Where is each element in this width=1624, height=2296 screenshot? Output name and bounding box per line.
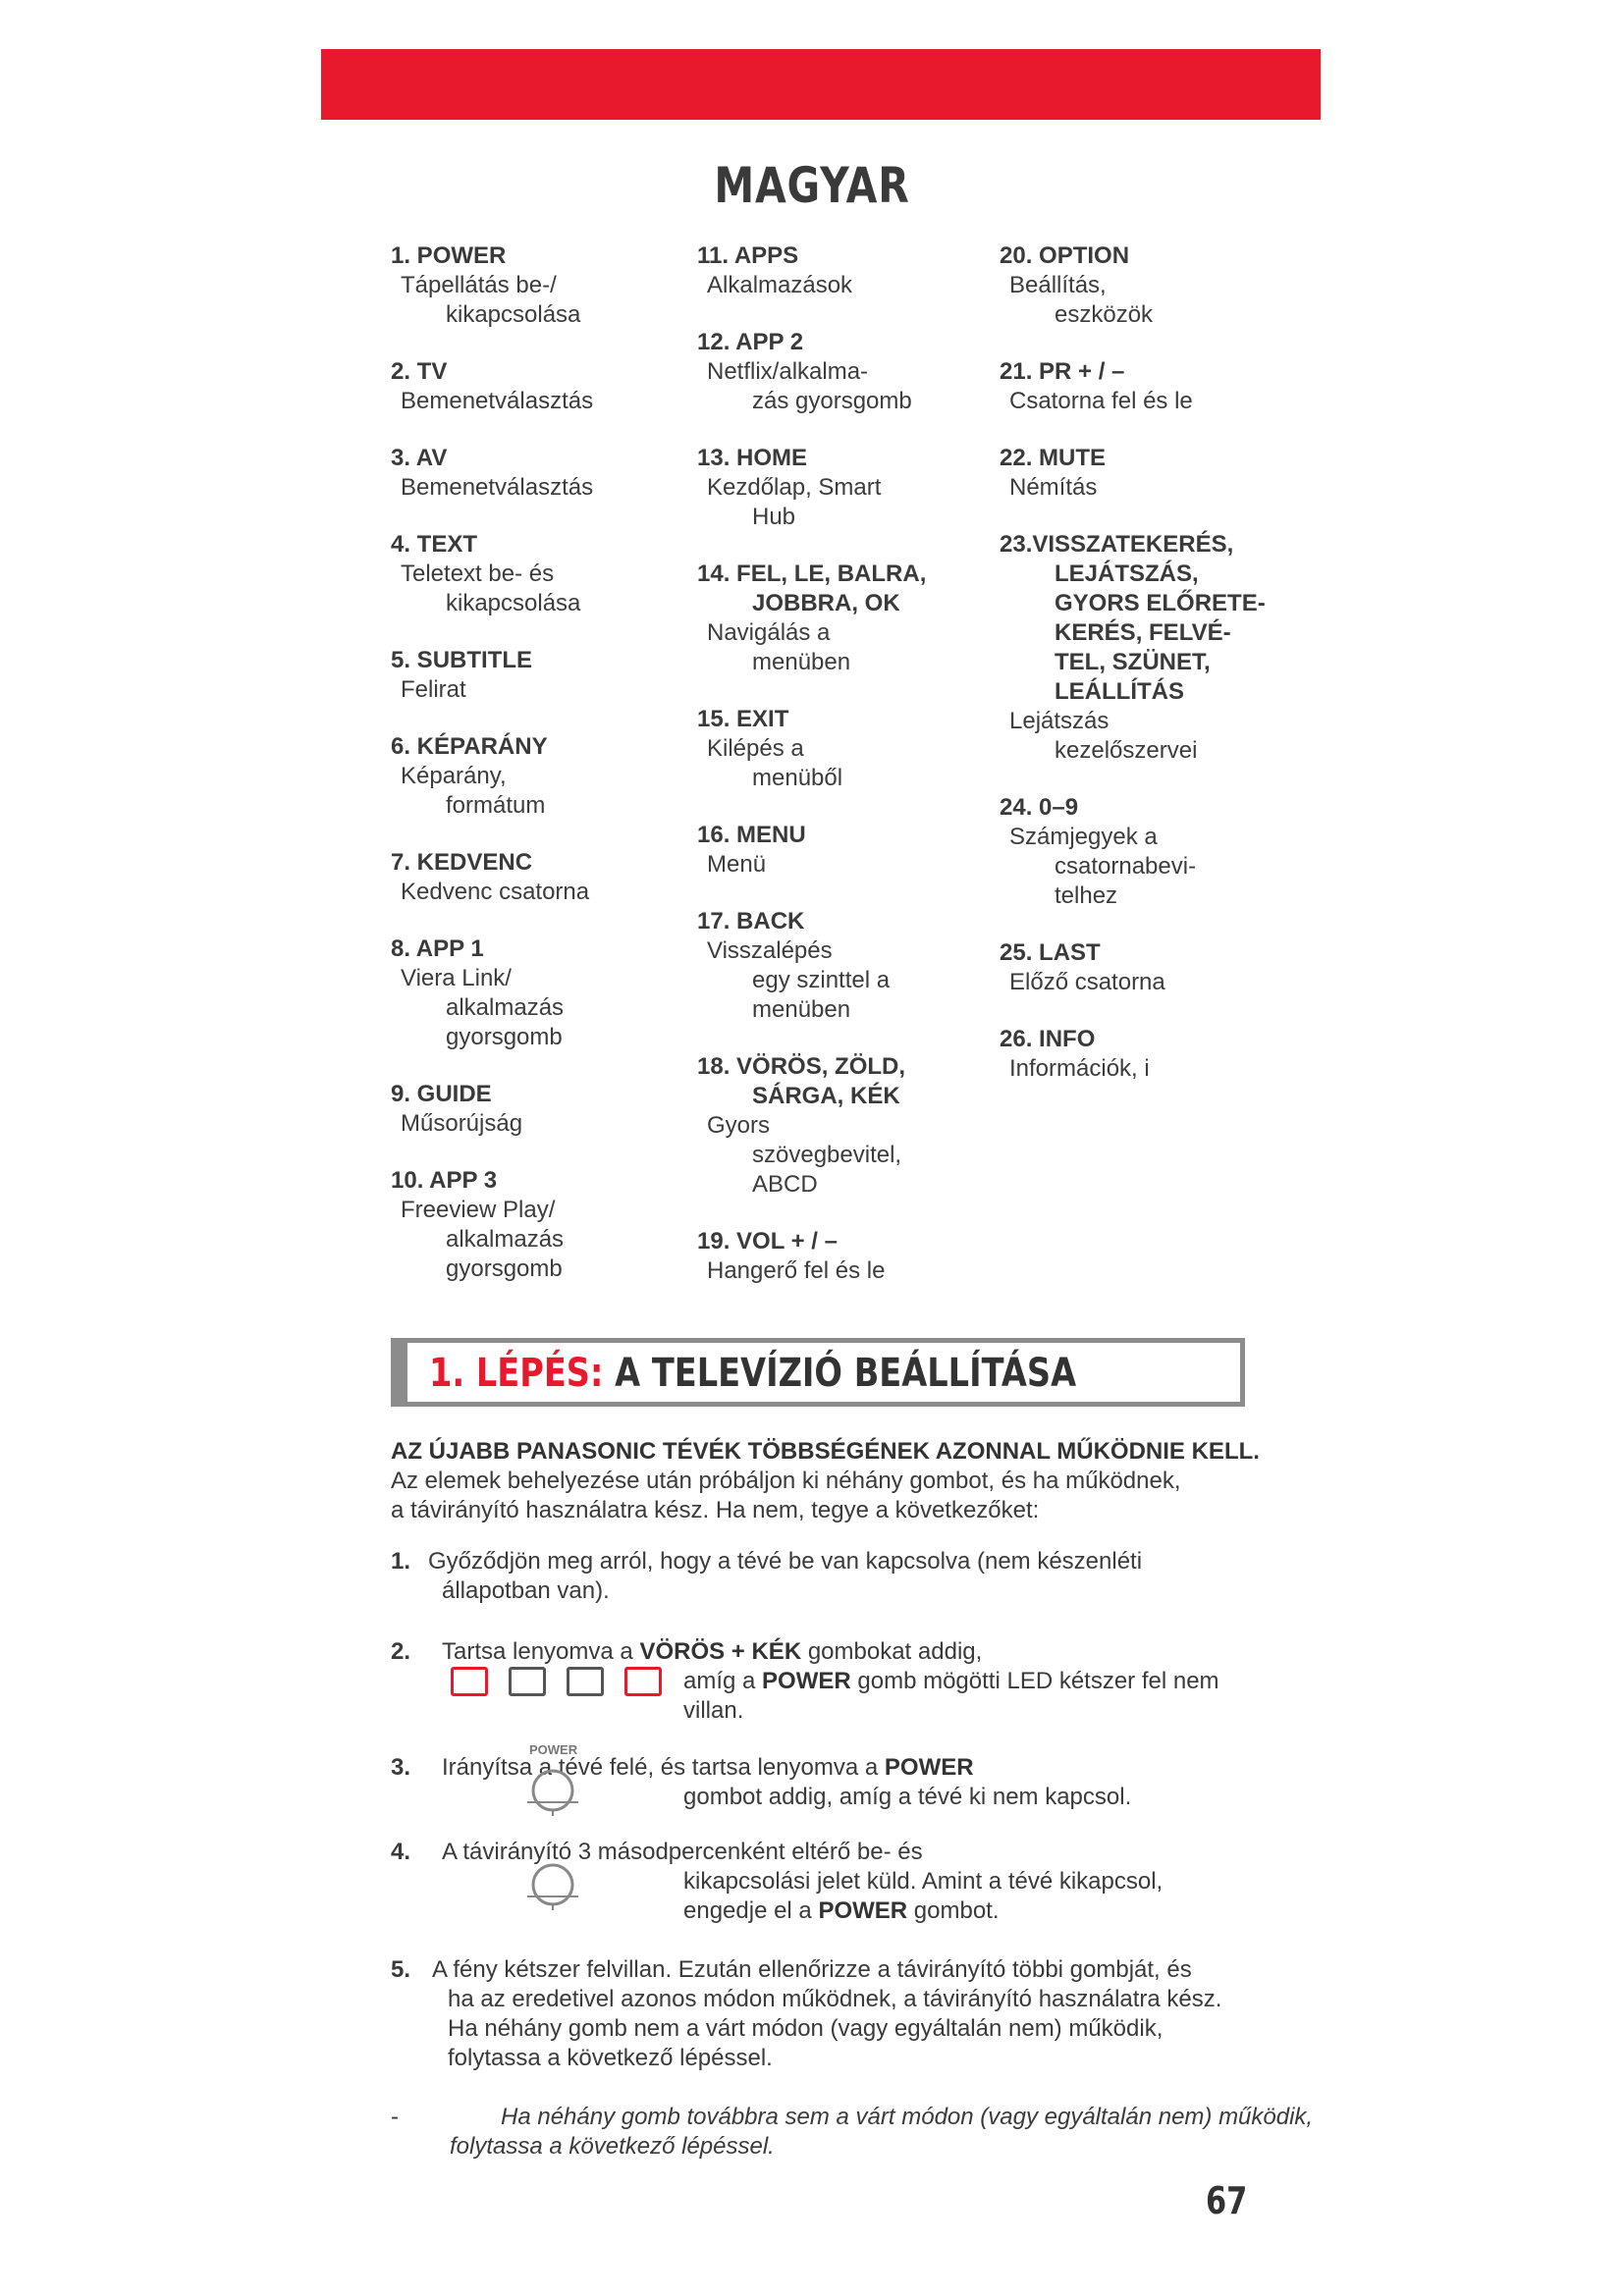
button-entry-heading: 1. POWER bbox=[391, 242, 507, 269]
button-entry bbox=[1000, 938, 1294, 997]
button-entry-heading: 13. HOME bbox=[697, 445, 808, 471]
step-2-text-d: gomb mögötti LED kétszer fel nem bbox=[857, 1668, 1219, 1694]
page-number: 67 bbox=[1206, 2179, 1248, 2222]
button-entry-desc: Információk, i bbox=[1009, 1055, 1150, 1082]
button-entry-heading: 2. TV bbox=[391, 358, 448, 385]
step-1-line-1: Győződjön meg arról, hogy a tévé be van kapcsolva (nem készenléti bbox=[428, 1548, 1143, 1575]
button-entry-heading: 5. SUBTITLE bbox=[391, 647, 533, 673]
button-entry bbox=[1000, 1025, 1294, 1084]
button-entry-heading: 3. AV bbox=[391, 445, 448, 471]
heading-accent bbox=[396, 1343, 407, 1402]
button-entry-desc: menüből bbox=[752, 765, 843, 791]
button-entry-desc: Csatorna fel és le bbox=[1009, 388, 1193, 414]
step-title-text: A TELEVÍZIÓ BEÁLLÍTÁSA bbox=[615, 1351, 1077, 1396]
button-entry-heading: 8. APP 1 bbox=[391, 935, 484, 962]
step-number: 4. bbox=[391, 1839, 411, 1865]
step-5-line-4: folytassa a következő lépéssel. bbox=[448, 2045, 773, 2071]
button-entry-heading: 10. APP 3 bbox=[391, 1167, 498, 1194]
language-title: MAGYAR bbox=[714, 157, 910, 214]
step-number: 1. bbox=[391, 1548, 411, 1575]
button-entry-desc: Számjegyek a bbox=[1009, 824, 1158, 850]
button-entry-desc: Gyors bbox=[707, 1112, 771, 1139]
step-2-text-c: amíg a bbox=[683, 1668, 756, 1694]
power-button-icon bbox=[523, 1853, 582, 1912]
red-button-icon bbox=[451, 1667, 488, 1696]
step-3-line-2: gombot addig, amíg a tévé ki nem kapcsol. bbox=[683, 1784, 1132, 1810]
button-entry bbox=[1000, 241, 1294, 330]
step-1-line-2: állapotban van). bbox=[442, 1577, 610, 1604]
button-entry bbox=[697, 241, 982, 300]
yellow-button-icon bbox=[567, 1667, 604, 1696]
button-entry-desc: Tápellátás be-/ bbox=[401, 272, 557, 298]
button-entry-desc: kikapcsolása bbox=[446, 590, 581, 616]
step-number: 5. bbox=[391, 1956, 411, 1983]
button-entry-desc: menüben bbox=[752, 649, 851, 675]
button-entry-desc: eszközök bbox=[1055, 301, 1154, 328]
button-entry-desc: telhez bbox=[1055, 882, 1118, 909]
button-entry-heading: 11. APPS bbox=[697, 242, 799, 269]
button-entry bbox=[697, 1052, 982, 1200]
button-entry bbox=[697, 1227, 982, 1286]
button-entry-desc: Műsorújság bbox=[401, 1110, 523, 1137]
button-entry-desc: alkalmazás bbox=[446, 1226, 565, 1253]
power-button-icon bbox=[523, 1759, 582, 1818]
step-4-text-c: engedje el a bbox=[683, 1897, 812, 1924]
button-entry-desc: Bemenetválasztás bbox=[401, 388, 594, 414]
step-4-line-1: A távirányító 3 másodpercenként eltérő be- és bbox=[442, 1839, 923, 1865]
lead-bold: AZ ÚJABB PANASONIC TÉVÉK TÖBBSÉGÉNEK AZONNAL MŰKÖDNIE KELL. bbox=[391, 1438, 1260, 1465]
button-entry bbox=[391, 934, 676, 1052]
button-entry-desc: Hangerő fel és le bbox=[707, 1257, 886, 1284]
button-entry-desc: Visszalépés bbox=[707, 937, 833, 964]
button-entry-heading: 25. LAST bbox=[1000, 939, 1101, 966]
button-entry-desc: gyorsgomb bbox=[446, 1255, 563, 1282]
button-list-column-1 bbox=[391, 241, 676, 1311]
button-entry-desc: Lejátszás bbox=[1009, 708, 1110, 734]
button-entry-heading-cont: KERÉS, FELVÉ- bbox=[1055, 619, 1231, 646]
step-5-line-2: ha az eredetivel azonos módon működnek, a távirányító használatra kész. bbox=[448, 1986, 1222, 2012]
button-entry-desc: Képarány, bbox=[401, 763, 507, 789]
note-dash: - bbox=[391, 2104, 399, 2130]
button-entry-heading: 16. MENU bbox=[697, 822, 806, 848]
button-entry bbox=[697, 560, 982, 677]
button-entry-heading-cont: TEL, SZÜNET, bbox=[1055, 649, 1211, 675]
button-entry-heading: 4. TEXT bbox=[391, 531, 478, 558]
button-entry bbox=[391, 848, 676, 907]
step-4-text-d: gombot. bbox=[913, 1897, 1000, 1924]
button-entry-desc: Hub bbox=[752, 504, 796, 530]
button-entry bbox=[1000, 357, 1294, 416]
button-entry bbox=[391, 241, 676, 330]
button-entry bbox=[1000, 793, 1294, 911]
button-entry-desc: Beállítás, bbox=[1009, 272, 1107, 298]
button-entry-heading: 26. INFO bbox=[1000, 1026, 1096, 1052]
button-entry-heading-cont: LEÁLLÍTÁS bbox=[1055, 678, 1184, 705]
button-entry-heading: 12. APP 2 bbox=[697, 329, 804, 355]
button-entry-heading: 22. MUTE bbox=[1000, 445, 1107, 471]
button-entry-desc: Viera Link/ bbox=[401, 965, 512, 991]
button-entry-desc: Némítás bbox=[1009, 474, 1098, 501]
blue-button-icon bbox=[624, 1667, 662, 1696]
step-number: 3. bbox=[391, 1754, 411, 1781]
button-entry-heading: 7. KEDVENC bbox=[391, 849, 533, 876]
step-4-power: POWER bbox=[818, 1897, 908, 1924]
button-entry-heading: 19. VOL + / – bbox=[697, 1228, 838, 1255]
button-list-column-3 bbox=[1000, 241, 1294, 1111]
lead-paragraph bbox=[391, 1437, 1314, 1525]
lead-line-1: Az elemek behelyezése után próbáljon ki néhány gombot, és ha működnek, bbox=[391, 1468, 1181, 1494]
button-entry bbox=[1000, 530, 1294, 766]
button-entry-desc: Alkalmazások bbox=[707, 272, 853, 298]
button-entry bbox=[697, 444, 982, 532]
step-5-line-3: Ha néhány gomb nem a várt módon (vagy egyáltalán nem) működik, bbox=[448, 2015, 1164, 2042]
step-heading-box bbox=[391, 1338, 1245, 1407]
step-2-line-1 bbox=[442, 1637, 1286, 1667]
button-entry-desc: gyorsgomb bbox=[446, 1024, 563, 1050]
button-entry-desc: Kedvenc csatorna bbox=[401, 879, 590, 905]
button-entry-heading-cont: JOBBRA, OK bbox=[752, 590, 900, 616]
button-entry bbox=[391, 357, 676, 416]
button-entry-desc: Előző csatorna bbox=[1009, 969, 1165, 995]
button-entry bbox=[391, 444, 676, 503]
button-entry-desc: Kezdőlap, Smart bbox=[707, 474, 882, 501]
button-entry-heading: 24. 0–9 bbox=[1000, 794, 1079, 821]
step-3-power: POWER bbox=[884, 1754, 974, 1781]
button-entry-desc: Freeview Play/ bbox=[401, 1197, 556, 1223]
button-entry-heading: 9. GUIDE bbox=[391, 1081, 492, 1107]
button-entry bbox=[697, 821, 982, 880]
button-entry bbox=[697, 705, 982, 793]
lead-line-2: a távirányító használatra kész. Ha nem, tegye a következőket: bbox=[391, 1497, 1040, 1523]
button-entry bbox=[391, 732, 676, 821]
button-entry-desc: Navigálás a bbox=[707, 619, 831, 646]
step-3-text-a: Irányítsa a tévé felé, és tartsa lenyomva a bbox=[442, 1754, 879, 1781]
button-entry-desc: Menü bbox=[707, 851, 767, 878]
button-entry-desc: ABCD bbox=[752, 1171, 818, 1198]
button-entry-heading: 6. KÉPARÁNY bbox=[391, 733, 548, 760]
green-button-icon bbox=[509, 1667, 546, 1696]
button-entry-desc: kikapcsolása bbox=[446, 301, 581, 328]
button-entry-heading-cont: SÁRGA, KÉK bbox=[752, 1083, 900, 1109]
button-entry-desc: egy szinttel a bbox=[752, 967, 891, 993]
button-entry-desc: formátum bbox=[446, 792, 546, 819]
button-entry-desc: Netflix/alkalma- bbox=[707, 358, 869, 385]
button-entry-desc: Kilépés a bbox=[707, 735, 804, 762]
button-entry-desc: csatornabevi- bbox=[1055, 853, 1197, 880]
button-list-column-2 bbox=[697, 241, 982, 1313]
step-2-bold: VÖRÖS + KÉK bbox=[639, 1638, 802, 1665]
step-2-power: POWER bbox=[762, 1668, 851, 1694]
button-entry-heading: 21. PR + / – bbox=[1000, 358, 1125, 385]
step-2-line-3: villan. bbox=[683, 1697, 744, 1724]
italic-note bbox=[391, 2103, 1314, 2162]
step-title bbox=[429, 1351, 1076, 1396]
button-entry-desc: Bemenetválasztás bbox=[401, 474, 594, 501]
step-5-line-1: A fény kétszer felvillan. Ezután ellenőrizze a távirányító többi gombját, és bbox=[432, 1956, 1192, 1983]
step-2-text-a: Tartsa lenyomva a bbox=[442, 1638, 633, 1665]
step-title-number: 1. LÉPÉS: bbox=[429, 1351, 604, 1396]
button-entry-desc: Teletext be- és bbox=[401, 561, 555, 587]
red-header-bar bbox=[321, 49, 1321, 120]
button-entry-heading-cont: GYORS ELŐRETE- bbox=[1055, 590, 1266, 616]
button-entry bbox=[697, 328, 982, 416]
button-entry-desc: kezelőszervei bbox=[1055, 737, 1198, 764]
button-entry bbox=[391, 1080, 676, 1139]
button-entry bbox=[391, 1166, 676, 1284]
button-entry-desc: alkalmazás bbox=[446, 994, 565, 1021]
note-line-2: folytassa a következő lépéssel. bbox=[450, 2133, 775, 2160]
step-4-line-2: kikapcsolási jelet küld. Amint a tévé kikapcsol, bbox=[683, 1868, 1164, 1895]
button-entry bbox=[697, 907, 982, 1025]
button-entry-heading: 15. EXIT bbox=[697, 706, 789, 732]
button-entry-desc: Felirat bbox=[401, 676, 466, 703]
button-entry-heading: 20. OPTION bbox=[1000, 242, 1130, 269]
button-entry-heading: 18. VÖRÖS, ZÖLD, bbox=[697, 1053, 906, 1080]
button-entry-desc: menüben bbox=[752, 996, 851, 1023]
button-entry-heading: 17. BACK bbox=[697, 908, 805, 934]
note-line-1: Ha néhány gomb továbbra sem a várt módon (vagy egyáltalán nem) működik, bbox=[501, 2104, 1314, 2130]
step-2-text-b: gombokat addig, bbox=[807, 1638, 983, 1665]
button-entry-heading: 23.VISSZATEKERÉS, bbox=[1000, 531, 1234, 558]
button-entry bbox=[1000, 444, 1294, 503]
button-entry-desc: szövegbevitel, bbox=[752, 1142, 902, 1168]
power-label: POWER bbox=[529, 1742, 578, 1757]
button-entry bbox=[391, 646, 676, 705]
button-entry-heading: 14. FEL, LE, BALRA, bbox=[697, 561, 927, 587]
button-entry-heading-cont: LEJÁTSZÁS, bbox=[1055, 561, 1199, 587]
button-entry-desc: zás gyorsgomb bbox=[752, 388, 912, 414]
button-entry bbox=[391, 530, 676, 618]
step-number: 2. bbox=[391, 1638, 411, 1665]
